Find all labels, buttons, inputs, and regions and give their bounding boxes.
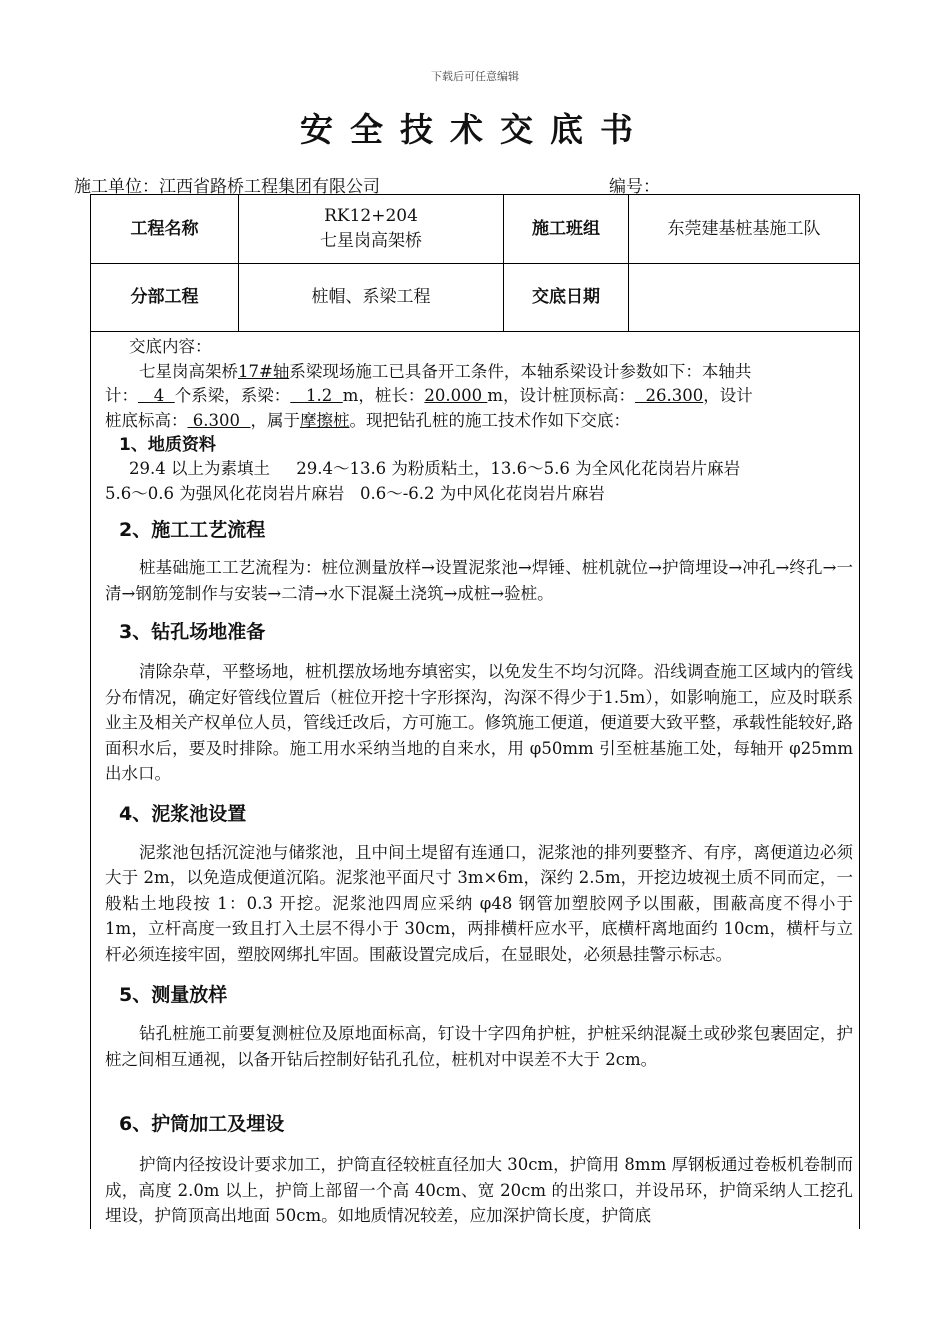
project-name-value xyxy=(239,195,503,263)
content-label: 交底内容： xyxy=(129,337,212,356)
section-heading-survey: 5、测量放样 xyxy=(119,984,228,1006)
watermark-text: 下载后可任意编辑 xyxy=(431,70,519,83)
axis-number: 17#轴 xyxy=(238,361,290,381)
intro-text: 桩底标高： xyxy=(105,410,188,430)
pile-top-elevation: 26.300 xyxy=(635,386,704,405)
site-preparation-paragraph: 清除杂草，平整场地，桩机摆放场地夯填密实，以免发生不均匀沉降。沿线调查施工区域内的管线分布情况，确定好管线位置后（桩位开挖十字形探沟，沟深不得少于1.5m），如影响施工，应及时联系业主及相关产权单位人员，管线迁改后，方可施工。修筑施工便道，便道要大致平整，承载性能较好,路面积水后，要及时排除。施工用水采纳当地的自来水，用 φ50mm 引至桩基施工处，每轴开 φ25mm 出水口。 xyxy=(105,662,853,783)
label-project-name: 工程名称 xyxy=(130,218,199,239)
pile-length: 20.000 xyxy=(424,386,488,405)
project-code: RK12+204 xyxy=(324,206,418,226)
pile-bottom-elevation: 6.300 xyxy=(187,410,251,430)
project-bridge-name: 七星岗高架桥 xyxy=(320,231,422,251)
label-sub-project: 分部工程 xyxy=(130,287,199,307)
intro-text: 个系梁，系梁： xyxy=(174,386,291,405)
beam-count: 4 xyxy=(138,386,175,405)
survey-paragraph: 钻孔桩施工前要复测桩位及原地面标高，钉设十字四角护桩，护桩采纳混凝土或砂浆包裹固定，护桩之间相互通视，以备开钻后控制好钻孔孔位，桩机对中误差不大于 2cm。 xyxy=(105,1024,853,1069)
disclosure-date-value xyxy=(629,264,859,331)
document-number-label: 编号： xyxy=(609,177,660,197)
disclosure-table xyxy=(90,194,860,1229)
intro-text: 七星岗高架桥 xyxy=(139,361,238,381)
label-disclosure-date: 交底日期 xyxy=(532,287,600,307)
section-heading-mud-pit: 4、泥浆池设置 xyxy=(119,802,247,825)
section-heading-casing: 6、护筒加工及埋设 xyxy=(119,1113,285,1135)
sub-project-value: 桩帽、系梁工程 xyxy=(311,287,431,307)
section-heading-site-preparation: 3、钻孔场地准备 xyxy=(119,621,266,643)
label-construction-team: 施工班组 xyxy=(532,218,600,239)
page-title: 安全技术交底书 xyxy=(300,110,650,149)
intro-text: m，桩长： xyxy=(342,386,425,405)
table-row-divider xyxy=(91,331,859,332)
intro-text: 计： xyxy=(105,386,138,405)
intro-text: ，设计 xyxy=(703,386,753,405)
process-paragraph: 桩基础施工工艺流程为：桩位测量放样→设置泥浆池→焊锤、桩机就位→护筒埋设→冲孔→终孔→一清→钢筋笼制作与安装→二清→水下混凝土浇筑→成桩→验桩。 xyxy=(105,558,853,603)
pile-type: 摩擦桩 xyxy=(299,410,350,430)
intro-line-2 xyxy=(105,384,853,409)
section-heading-process: 2、施工工艺流程 xyxy=(119,519,266,541)
intro-text: 系梁现场施工已具备开工条件，本轴系梁设计参数如下：本轴共 xyxy=(289,361,752,381)
geology-line-2: 5.6～0.6 为强风化花岗岩片麻岩 0.6～-6.2 为中风化花岗岩片麻岩 xyxy=(105,483,605,503)
beam-size: 1.2 xyxy=(290,386,343,405)
intro-text: 。现把钻孔桩的施工技术作如下交底： xyxy=(349,410,630,430)
intro-text: m，设计桩顶标高： xyxy=(487,386,635,405)
mud-pit-paragraph: 泥浆池包括沉淀池与储浆池，且中间土堤留有连通口，泥浆池的排列要整齐、有序，离便道边必须大于 2m，以免造成便道沉陷。泥浆池平面尺寸 3m×6m，深约 2.5m，开挖边坡视土质不同而定，一般粘土地段按 1：0.3 开挖。泥浆池四周应采纳 φ48 钢管加塑胶网予以围蔽，围蔽高度不得小于 1m，立杆高度一致且打入土层不得小于 30cm，两排横杆应水平，底横杆离地面约 10cm，横杆与立杆必须连接牢固，塑胶网绑扎牢固。围蔽设置完成后，在显眼处，必须悬挂警示标志。 xyxy=(105,842,853,964)
intro-text: ，属于 xyxy=(250,410,300,430)
casing-paragraph: 护筒内径按设计要求加工，护筒直径较桩直径加大 30cm，护筒用 8mm 厚钢板通过卷板机卷制而成，高度 2.0m 以上，护筒上部留一个高 40cm、宽 20cm 的出浆口，并设吊环，护筒采纳人工挖孔埋设，护筒顶高出地面 50cm。如地质情况较差，应加深护筒长度，护筒底 xyxy=(105,1155,853,1225)
section-heading-geology: 1、地质资料 xyxy=(119,435,216,455)
disclosure-content xyxy=(105,335,853,1229)
intro-line-3 xyxy=(105,409,853,434)
construction-unit: 施工单位：江西省路桥工程集团有限公司 xyxy=(74,177,380,197)
intro-line-1 xyxy=(105,360,853,385)
geology-line-1: 29.4 以上为素填土 29.4～13.6 为粉质粘土，13.6～5.6 为全风化花岗岩片麻岩 xyxy=(129,459,741,478)
construction-team-value: 东莞建基桩基施工队 xyxy=(667,218,821,239)
